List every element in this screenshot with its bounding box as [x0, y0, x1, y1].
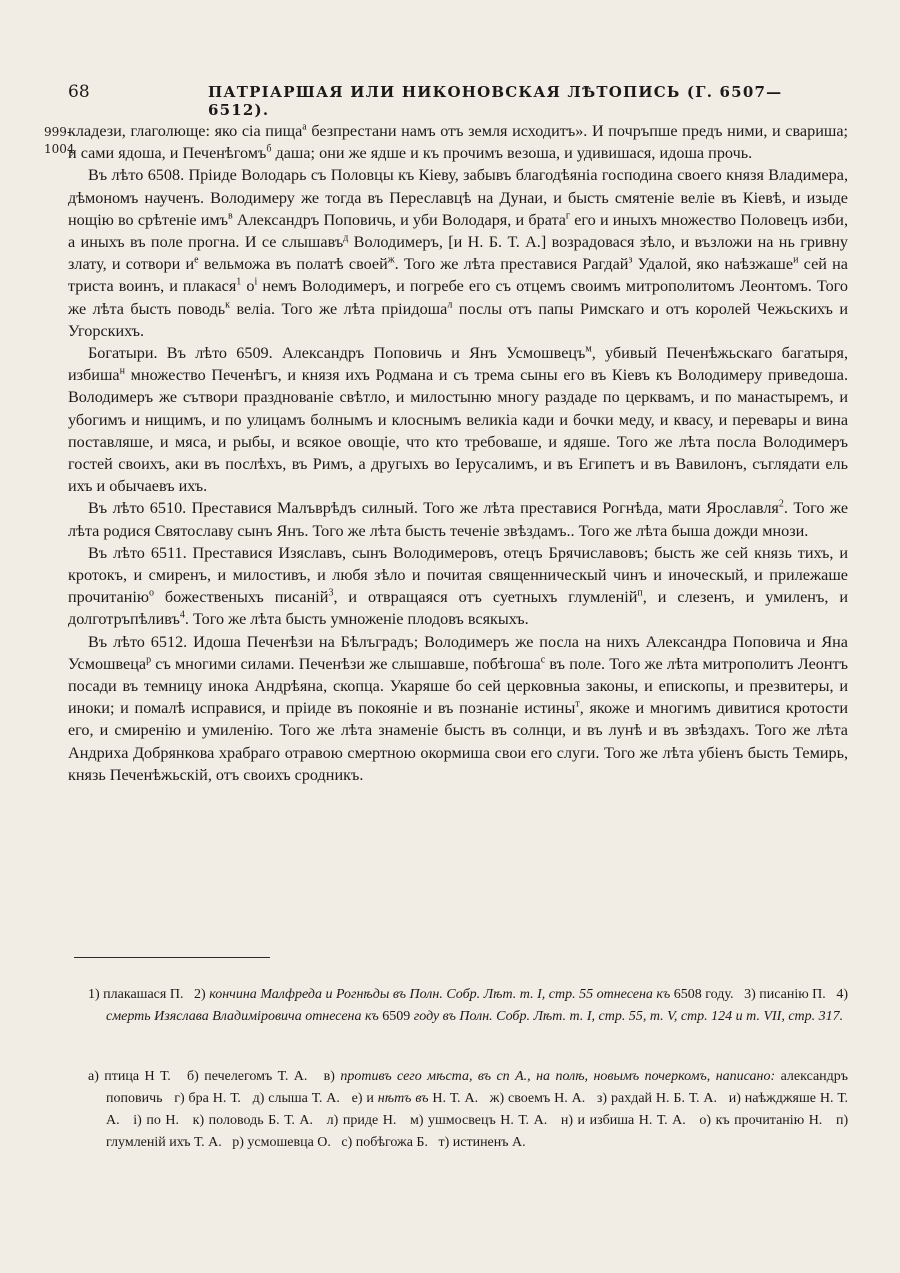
paragraph-1: кладези, глаголюще: яко сіа пища$^а$ безпрестани намъ отъ земля исходитъ». И почръпше предъ ними, и свариша; и сами ядоша, и Печенѣгомъ$^б$ даша; они же ядше и къ прочимъ везоша, и удивишася, идоша прочь. [68, 121, 849, 163]
paragraph-6510: Въ лѣто 6510. Преставися Малъврѣдъ силный. Того же лѣта преставися Рогнѣда, мати Ярославля$^2$. Того же лѣта родися Святославу сынъ Янъ. Того же лѣта бысть теченіе звѣздамъ.. Того же лѣта быша дожди мнози. [68, 499, 848, 540]
paragraph-6508: Въ лѣто 6508. Пріиде Володарь съ Половцы къ Кіеву, забывъ благодѣяніа господина своего князя Владимера, дѣмономъ наученъ. Володимеру же тогда въ Переславцѣ на Дунаи, и бысть смятеніе веліе въ Кіевѣ, и изыде нощію во срѣтеніе имъ$^в$ Александръ Поповичь, и уби Володаря, и брата$^г$ его и иныхъ множество Половецъ изби, а иныхъ въ поле прогна. И се слышавъ$^д$ Володимеръ, [и Н. Б. Т. А.] возрадовася зѣло, и възложи на нь гривну злату, и сотвори $и^е$ вельможа въ полатѣ своей$^ж$. Того же лѣта преставися Рагдай$^з$ Удалой, яко наѣзжаше$^и$ сей на триста воинъ, и плакася$^1$ $о^і$ немъ Володимеръ, и погребе его съ отцемъ своимъ митрополитомъ Леонтомъ. Того же лѣта бысть поводь$^к$ веліа. Того же лѣта пріидоша$^л$ послы отъ папы Римскаго и отъ королей Чежьскихъ и Угорскихъ. [68, 166, 849, 340]
paragraph-6511: Въ лѣто 6511. Преставися Изяславъ, сынъ Володимеровъ, отецъ Брячиславовъ; бысть же сей князь тихъ, и кротокъ, и смиренъ, и милостивъ, и любя зѣло и почитая священническый чинъ и иноческый, и прилежаше прочитанію$^о$ божественыхъ писаній$^3$, и отвращаяся отъ суетныхъ глумленій$^п$, и слезенъ, и умиленъ, и долготръпѣливъ$^4$. Того же лѣта бысть умноженіе плодовъ всякыхъ. [68, 543, 848, 629]
chronicle-text [68, 120, 848, 786]
footnote-divider [74, 957, 270, 958]
paragraph-6512: Въ лѣто 6512. Идоша Печенѣзи на Бѣлъградъ; Володимеръ же посла на нихъ Александра Поповича и Яна Усмошвеца$^р$ съ многими силами. Печенѣзи же слышавше, побѣгоша$^с$ въ поле. Того же лѣта митрополитъ Леонтъ посади въ темницу инока Андрѣяна, скопца. Укаряше бо сей церковныа законы, и епископы, и презвитеры, и иноки; и помалѣ исправися, и пріиде въ покояніе и въ познаніе истины$^т$, якоже и многимъ дивитися кротости его, и смиренію и умиленію. Того же лѣта знаменіе бысть въ солнци, и въ лунѣ и въ звѣздахъ. Того же лѣта Андриха Добрянкова храбраго отравою смертною окормиша свои его слуги. Того же лѣта убіенъ бысть Темирь, князь Печенѣжьскій, отъ своихъ сродникъ. [68, 632, 848, 784]
footnote-block-1: 1) плакашася П. 2) кончина Малфреда и Рогнѣды въ Полн. Собр. Лѣт. т. I, стр. 55 отнесена къ 6508 году. 3) писанію П. 4) смерть Изяслава Владиміровича отнесена къ 6509 году въ Полн. Собр. Лѣт. т. I, стр. 55, т. V, стр. 124 и т. VII, стр. 317. [88, 987, 849, 1024]
page-number: 68 [68, 82, 90, 102]
margin-year-end: 1004 [44, 142, 75, 156]
running-head: ПАТРІАРШАЯ ИЛИ НИКОНОВСКАЯ ЛѢТОПИСЬ (Г. 6507—6512). [208, 83, 783, 119]
margin-year-start: 999- [44, 125, 71, 139]
numbered-footnotes [88, 984, 848, 1028]
variant-readings: а) птица Н Т. б) печелегомъ Т. А. в) противъ сего мѣста, въ сп А., на полѣ, новымъ почеркомъ, написано: александръ поповичь г) бра Н. Т. д) слыша Т. А. е) и нѣтъ въ Н. Т. А. ж) своемъ Н. А. з) рахдай Н. Б. Т. А. и) наѣжджяше Н. Т. А. і) по Н. к) половодь Б. Т. А. л) приде Н. м) ушмосвецъ Н. Т. А. н) и избиша Н. Т. А. о) къ прочитанію Н. п) глумленій ихъ Т. А. р) усмошевца О. с) побѣгожа Б. т) истиненъ А. [88, 1069, 849, 1150]
lettered-footnotes [88, 1066, 848, 1154]
paragraph-6509: Богатыри. Въ лѣто 6509. Александръ Поповичь и Янъ Усмошвецъ$^м$, убивый Печенѣжьскаго багатыря, избиша$^н$ множество Печенѣгъ, и князя ихъ Родмана и съ трема сыны его въ Кіевъ къ Володимеру приведоша. Володимеръ же сътвори празднованіе свѣтло, и милостыню многу раздаде по церквамъ, и по манастыремъ, и убогимъ и нищимъ, и по улицамъ болнымъ и клоснымъ великіа кади и бочки меду, и квасу, и перевары и вина поставляше, и мяса, и рыбы, и всякое овощіе, что кто требоваше, и ядяше. Того же лѣта посла Володимеръ гостей своихъ, аки въ послѣхъ, въ Римъ, а другыхъ во Іерусалимъ, и въ Египетъ и въ Вавилонъ, съглядати ель ихъ и обычаевъ ихъ. [68, 343, 848, 496]
page-header [68, 82, 836, 119]
